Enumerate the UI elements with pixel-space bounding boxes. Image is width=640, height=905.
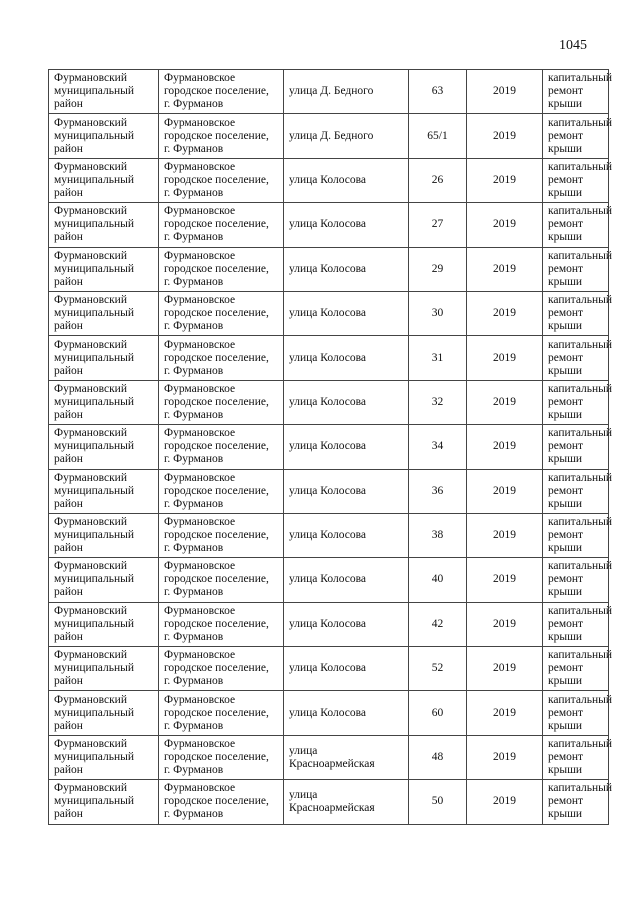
work-type-cell: капитальный ремонт крыши (543, 425, 609, 469)
register-table (48, 69, 613, 825)
district-cell: Фурмановский муниципальный район (49, 602, 159, 646)
district-cell: Фурмановский муниципальный район (49, 158, 159, 202)
work-type-cell: капитальный ремонт крыши (543, 735, 609, 779)
house-number-cell: 29 (409, 247, 467, 291)
settlement-cell: Фурмановское городское поселение, г. Фурманов (159, 602, 284, 646)
house-number-cell: 36 (409, 469, 467, 513)
work-type-cell: капитальный ремонт крыши (543, 203, 609, 247)
year-cell: 2019 (467, 247, 543, 291)
year-cell: 2019 (467, 513, 543, 557)
district-cell: Фурмановский муниципальный район (49, 513, 159, 557)
settlement-cell: Фурмановское городское поселение, г. Фурманов (159, 425, 284, 469)
street-cell: улица Красноармейская (284, 735, 409, 779)
street-cell: улица Колосова (284, 469, 409, 513)
page-number: 1045 (559, 38, 587, 53)
street-cell: улица Колосова (284, 558, 409, 602)
district-cell: Фурмановский муниципальный район (49, 647, 159, 691)
street-cell: улица Колосова (284, 647, 409, 691)
street-cell: улица Красноармейская (284, 780, 409, 824)
work-type-cell: капитальный ремонт крыши (543, 469, 609, 513)
street-cell: улица Колосова (284, 336, 409, 380)
settlement-cell: Фурмановское городское поселение, г. Фурманов (159, 513, 284, 557)
settlement-cell: Фурмановское городское поселение, г. Фурманов (159, 291, 284, 335)
street-cell: улица Колосова (284, 380, 409, 424)
street-cell: улица Д. Бедного (284, 70, 409, 114)
work-type-cell: капитальный ремонт крыши (543, 114, 609, 158)
table-row (49, 513, 609, 557)
house-number-cell: 34 (409, 425, 467, 469)
district-cell: Фурмановский муниципальный район (49, 425, 159, 469)
house-number-cell: 26 (409, 158, 467, 202)
district-cell: Фурмановский муниципальный район (49, 114, 159, 158)
street-cell: улица Колосова (284, 291, 409, 335)
table-row (49, 425, 609, 469)
year-cell: 2019 (467, 735, 543, 779)
work-type-cell: капитальный ремонт крыши (543, 247, 609, 291)
work-type-cell: капитальный ремонт крыши (543, 558, 609, 602)
settlement-cell: Фурмановское городское поселение, г. Фурманов (159, 735, 284, 779)
year-cell: 2019 (467, 647, 543, 691)
street-cell: улица Колосова (284, 691, 409, 735)
settlement-cell: Фурмановское городское поселение, г. Фурманов (159, 336, 284, 380)
work-type-cell: капитальный ремонт крыши (543, 158, 609, 202)
district-cell: Фурмановский муниципальный район (49, 691, 159, 735)
year-cell: 2019 (467, 291, 543, 335)
district-cell: Фурмановский муниципальный район (49, 735, 159, 779)
house-number-cell: 30 (409, 291, 467, 335)
year-cell: 2019 (467, 114, 543, 158)
table-row (49, 336, 609, 380)
table-row (49, 380, 609, 424)
year-cell: 2019 (467, 691, 543, 735)
year-cell: 2019 (467, 380, 543, 424)
work-type-cell: капитальный ремонт крыши (543, 380, 609, 424)
street-cell: улица Колосова (284, 158, 409, 202)
house-number-cell: 52 (409, 647, 467, 691)
house-number-cell: 32 (409, 380, 467, 424)
street-cell: улица Колосова (284, 513, 409, 557)
work-type-cell: капитальный ремонт крыши (543, 513, 609, 557)
settlement-cell: Фурмановское городское поселение, г. Фурманов (159, 469, 284, 513)
table-row (49, 291, 609, 335)
settlement-cell: Фурмановское городское поселение, г. Фурманов (159, 114, 284, 158)
settlement-cell: Фурмановское городское поселение, г. Фурманов (159, 780, 284, 824)
district-cell: Фурмановский муниципальный район (49, 558, 159, 602)
settlement-cell: Фурмановское городское поселение, г. Фурманов (159, 247, 284, 291)
house-number-cell: 38 (409, 513, 467, 557)
year-cell: 2019 (467, 336, 543, 380)
table-row (49, 647, 609, 691)
table-row (49, 70, 609, 114)
table-row (49, 469, 609, 513)
year-cell: 2019 (467, 425, 543, 469)
work-type-cell: капитальный ремонт крыши (543, 647, 609, 691)
district-cell: Фурмановский муниципальный район (49, 469, 159, 513)
house-number-cell: 40 (409, 558, 467, 602)
work-type-cell: капитальный ремонт крыши (543, 291, 609, 335)
table-row (49, 735, 609, 779)
district-cell: Фурмановский муниципальный район (49, 203, 159, 247)
district-cell: Фурмановский муниципальный район (49, 380, 159, 424)
street-cell: улица Колосова (284, 203, 409, 247)
year-cell: 2019 (467, 558, 543, 602)
year-cell: 2019 (467, 469, 543, 513)
district-cell: Фурмановский муниципальный район (49, 247, 159, 291)
house-number-cell: 31 (409, 336, 467, 380)
house-number-cell: 65/1 (409, 114, 467, 158)
work-type-cell: капитальный ремонт крыши (543, 602, 609, 646)
table-row (49, 114, 609, 158)
work-type-cell: капитальный ремонт крыши (543, 70, 609, 114)
year-cell: 2019 (467, 158, 543, 202)
table-row (49, 780, 609, 824)
settlement-cell: Фурмановское городское поселение, г. Фурманов (159, 70, 284, 114)
year-cell: 2019 (467, 203, 543, 247)
settlement-cell: Фурмановское городское поселение, г. Фурманов (159, 380, 284, 424)
work-type-cell: капитальный ремонт крыши (543, 780, 609, 824)
house-number-cell: 42 (409, 602, 467, 646)
year-cell: 2019 (467, 602, 543, 646)
settlement-cell: Фурмановское городское поселение, г. Фурманов (159, 558, 284, 602)
work-type-cell: капитальный ремонт крыши (543, 336, 609, 380)
table-row (49, 691, 609, 735)
street-cell: улица Колосова (284, 247, 409, 291)
house-number-cell: 48 (409, 735, 467, 779)
table-row (49, 203, 609, 247)
year-cell: 2019 (467, 70, 543, 114)
district-cell: Фурмановский муниципальный район (49, 336, 159, 380)
district-cell: Фурмановский муниципальный район (49, 70, 159, 114)
year-cell: 2019 (467, 780, 543, 824)
table-row (49, 247, 609, 291)
street-cell: улица Колосова (284, 602, 409, 646)
street-cell: улица Д. Бедного (284, 114, 409, 158)
table-row (49, 158, 609, 202)
work-type-cell: капитальный ремонт крыши (543, 691, 609, 735)
house-number-cell: 63 (409, 70, 467, 114)
settlement-cell: Фурмановское городское поселение, г. Фурманов (159, 158, 284, 202)
table-row (49, 558, 609, 602)
register-table-body (49, 70, 613, 825)
house-number-cell: 50 (409, 780, 467, 824)
district-cell: Фурмановский муниципальный район (49, 780, 159, 824)
house-number-cell: 27 (409, 203, 467, 247)
settlement-cell: Фурмановское городское поселение, г. Фурманов (159, 647, 284, 691)
street-cell: улица Колосова (284, 425, 409, 469)
district-cell: Фурмановский муниципальный район (49, 291, 159, 335)
settlement-cell: Фурмановское городское поселение, г. Фурманов (159, 203, 284, 247)
house-number-cell: 60 (409, 691, 467, 735)
table-row (49, 602, 609, 646)
settlement-cell: Фурмановское городское поселение, г. Фурманов (159, 691, 284, 735)
